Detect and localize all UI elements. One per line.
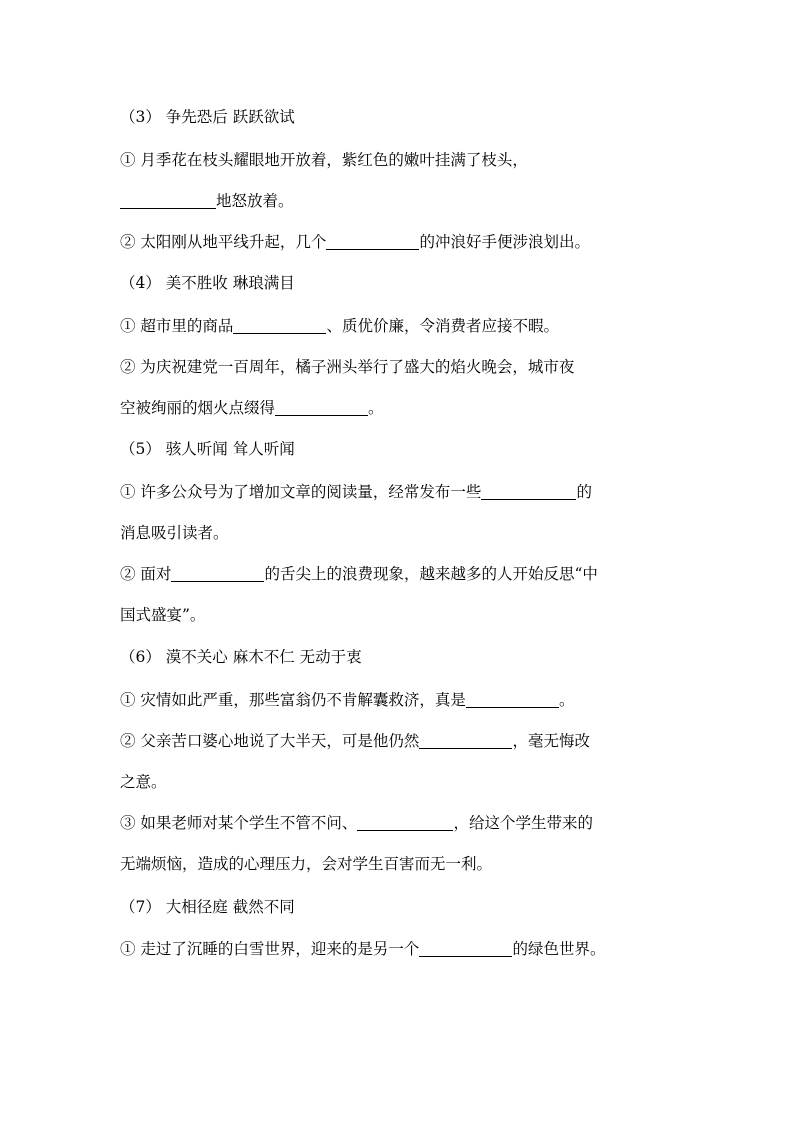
answer-blank[interactable]	[419, 732, 512, 749]
sentence-line: ① 月季花在枝头耀眼地开放着，紫红色的嫩叶挂满了枝头，	[120, 151, 528, 169]
sentence-line: ② 面对 的舌尖上的浪费现象，越来越多的人开始反思“中	[120, 565, 598, 583]
sentence-line: ① 超市里的商品 、质优价廉，令消费者应接不暇。	[120, 317, 559, 335]
answer-blank[interactable]	[466, 691, 559, 708]
sentence-line: 消息吸引读者。	[120, 524, 229, 542]
answer-blank[interactable]	[357, 814, 453, 831]
answer-blank[interactable]	[481, 483, 576, 500]
sentence-line: ① 灾情如此严重，那些富翁仍不肯解囊救济，真是 。	[120, 691, 575, 709]
answer-blank[interactable]	[326, 233, 419, 250]
sentence-line: ① 走过了沉睡的白雪世界，迎来的是另一个 的绿色世界。	[120, 940, 606, 958]
sentence-line: ② 为庆祝建党一百周年，橘子洲头举行了盛大的焰火晚会，城市夜	[120, 358, 575, 376]
answer-blank[interactable]	[171, 565, 264, 582]
answer-blank[interactable]	[419, 940, 512, 957]
answer-blank[interactable]	[275, 399, 368, 416]
sentence-line: ② 太阳刚从地平线升起，几个 的冲浪好手便涉浪划出。	[120, 233, 590, 251]
sentence-line: 国式盛宴”。	[120, 606, 206, 624]
group-heading: （4） 美不胜收 琳琅满目	[120, 274, 295, 292]
sentence-line: 地怒放着。	[120, 190, 294, 212]
sentence-line: 空被绚丽的烟火点缀得 。	[120, 399, 384, 417]
sentence-line: 无端烦恼，造成的心理压力，会对学生百害而无一利。	[120, 855, 493, 873]
group-heading: （6） 漠不关心 麻木不仁 无动于衷	[120, 648, 362, 666]
group-heading: （5） 骇人听闻 耸人听闻	[120, 440, 295, 458]
answer-blank[interactable]	[233, 317, 326, 334]
group-heading: （3） 争先恐后 跃跃欲试	[120, 108, 295, 126]
answer-blank[interactable]	[120, 192, 216, 209]
group-heading: （7） 大相径庭 截然不同	[120, 898, 295, 916]
sentence-line: 之意。	[120, 773, 167, 791]
sentence-line: ① 许多公众号为了增加文章的阅读量，经常发布一些 的	[120, 483, 592, 501]
sentence-line: ② 父亲苦口婆心地说了大半天，可是他仍然 ，毫无悔改	[120, 732, 590, 750]
sentence-line: ③ 如果老师对某个学生不管不问、 ，给这个学生带来的	[120, 814, 593, 832]
